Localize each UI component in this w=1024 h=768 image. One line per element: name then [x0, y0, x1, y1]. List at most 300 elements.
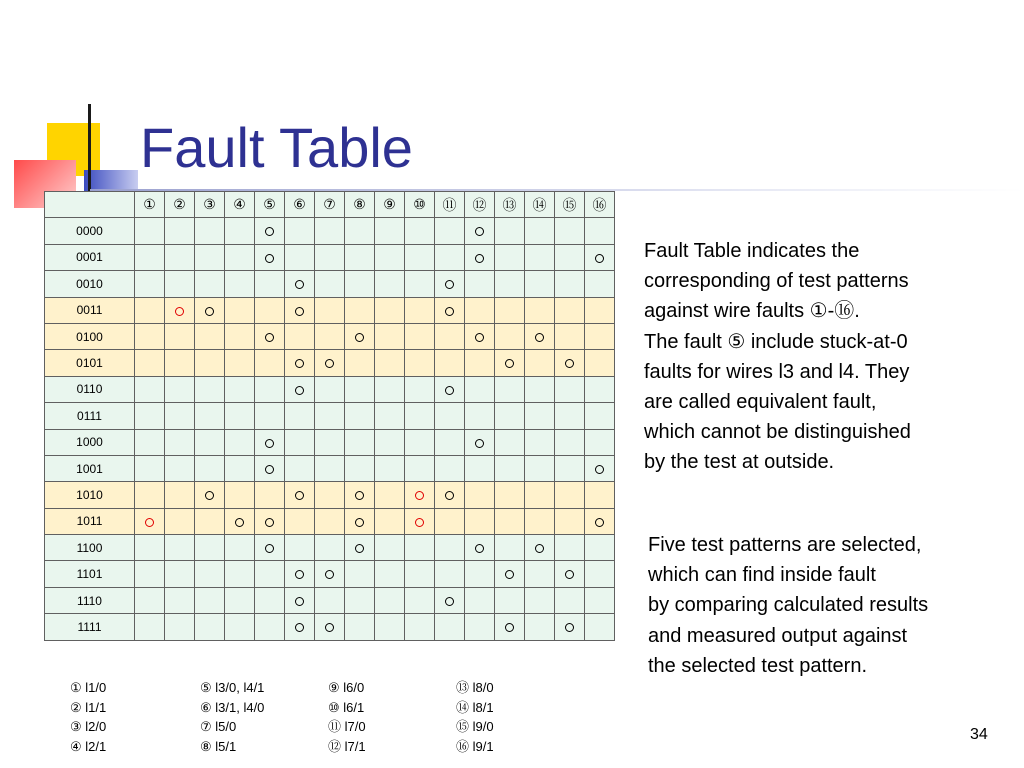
fault-cell — [405, 244, 435, 270]
legend-column-2 — [200, 678, 264, 756]
fault-cell — [585, 271, 615, 297]
detection-mark — [475, 544, 484, 553]
fault-cell — [135, 376, 165, 402]
fault-cell — [435, 350, 465, 376]
fault-cell — [345, 376, 375, 402]
fault-cell — [525, 455, 555, 481]
pattern-cell: 1110 — [45, 587, 135, 613]
fault-cell — [585, 297, 615, 323]
detection-mark — [355, 544, 364, 553]
fault-cell — [135, 482, 165, 508]
fault-cell — [285, 535, 315, 561]
fault-cell — [495, 323, 525, 349]
detection-mark — [205, 307, 214, 316]
fault-cell — [585, 535, 615, 561]
fault-cell — [195, 218, 225, 244]
fault-cell — [525, 429, 555, 455]
fault-cell — [585, 429, 615, 455]
fault-cell — [225, 482, 255, 508]
detection-mark — [205, 491, 214, 500]
fault-cell — [255, 587, 285, 613]
fault-cell — [135, 350, 165, 376]
fault-cell — [405, 508, 435, 534]
fault-header-cell: ④ — [225, 192, 255, 218]
fault-cell — [495, 455, 525, 481]
fault-cell — [435, 455, 465, 481]
detection-mark — [445, 597, 454, 606]
pattern-cell: 0110 — [45, 376, 135, 402]
fault-cell — [135, 271, 165, 297]
fault-cell — [555, 218, 585, 244]
fault-cell — [285, 508, 315, 534]
fault-header-cell: ⑪ — [435, 192, 465, 218]
fault-cell — [285, 561, 315, 587]
fault-cell — [405, 297, 435, 323]
detection-mark — [295, 280, 304, 289]
detection-mark — [295, 597, 304, 606]
fault-cell — [165, 508, 195, 534]
description-paragraph-2: Five test patterns are selected, which can find inside fault by comparing calculated results and measured output against the selected test pattern. — [648, 534, 929, 677]
fault-cell — [465, 350, 495, 376]
fault-cell — [225, 376, 255, 402]
fault-cell — [495, 403, 525, 429]
detection-mark — [595, 465, 604, 474]
legend-item: ⑮ l9/0 — [456, 719, 494, 734]
fault-cell — [555, 482, 585, 508]
table-row — [45, 508, 615, 534]
fault-cell — [435, 614, 465, 640]
fault-cell — [525, 350, 555, 376]
fault-cell — [195, 271, 225, 297]
pattern-cell: 1101 — [45, 561, 135, 587]
fault-cell — [345, 455, 375, 481]
fault-cell — [495, 508, 525, 534]
fault-cell — [135, 535, 165, 561]
fault-cell — [405, 323, 435, 349]
table-row — [45, 376, 615, 402]
fault-cell — [315, 297, 345, 323]
table-row — [45, 535, 615, 561]
fault-cell — [345, 323, 375, 349]
decor-vertical-line — [88, 104, 91, 196]
fault-cell — [495, 297, 525, 323]
legend-column-4 — [456, 678, 494, 756]
fault-cell — [345, 508, 375, 534]
fault-cell — [285, 297, 315, 323]
detection-mark — [475, 333, 484, 342]
description-paragraph-1: Fault Table indicates the corresponding of test patterns against wire faults ①-⑯. The fault ⑤ include stuck-at-0 faults for wires l3 and l4. They are called equivalent fault, which cannot be distinguished by the test at outside. — [644, 240, 911, 474]
fault-cell — [585, 244, 615, 270]
fault-header-cell: ⑤ — [255, 192, 285, 218]
detection-mark — [475, 254, 484, 263]
legend-item: ⑫ l7/1 — [328, 738, 366, 754]
fault-cell — [465, 271, 495, 297]
detection-mark — [235, 518, 244, 527]
fault-cell — [495, 587, 525, 613]
fault-cell — [405, 429, 435, 455]
fault-cell — [225, 244, 255, 270]
fault-cell — [195, 244, 225, 270]
fault-cell — [345, 535, 375, 561]
fault-header-cell: ⑦ — [315, 192, 345, 218]
detection-mark — [565, 359, 574, 368]
fault-cell — [405, 218, 435, 244]
detection-mark — [325, 623, 334, 632]
detection-mark — [535, 544, 544, 553]
table-row — [45, 561, 615, 587]
fault-cell — [495, 482, 525, 508]
fault-cell — [555, 535, 585, 561]
fault-cell — [375, 323, 405, 349]
fault-cell — [345, 403, 375, 429]
fault-cell — [135, 561, 165, 587]
fault-cell — [165, 482, 195, 508]
fault-cell — [345, 350, 375, 376]
fault-cell — [135, 455, 165, 481]
fault-cell — [165, 323, 195, 349]
fault-cell — [315, 244, 345, 270]
fault-cell — [375, 271, 405, 297]
fault-cell — [405, 482, 435, 508]
fault-cell — [495, 561, 525, 587]
table-row — [45, 271, 615, 297]
fault-cell — [135, 614, 165, 640]
fault-cell — [465, 587, 495, 613]
fault-cell — [345, 271, 375, 297]
fault-cell — [225, 429, 255, 455]
fault-cell — [285, 376, 315, 402]
fault-header-cell: ③ — [195, 192, 225, 218]
pattern-cell: 1001 — [45, 455, 135, 481]
detection-mark — [265, 518, 274, 527]
table-row — [45, 218, 615, 244]
legend-item: ③ l2/0 — [70, 719, 107, 734]
fault-cell — [225, 271, 255, 297]
fault-cell — [225, 297, 255, 323]
fault-cell — [345, 297, 375, 323]
fault-table — [44, 191, 615, 641]
fault-cell — [345, 244, 375, 270]
fault-cell — [255, 508, 285, 534]
fault-cell — [255, 218, 285, 244]
legend-column-1 — [70, 678, 106, 756]
fault-cell — [375, 429, 405, 455]
fault-cell — [585, 350, 615, 376]
fault-cell — [405, 455, 435, 481]
fault-cell — [495, 614, 525, 640]
detection-mark — [505, 623, 514, 632]
fault-cell — [285, 587, 315, 613]
fault-cell — [315, 429, 345, 455]
fault-cell — [495, 244, 525, 270]
fault-cell — [555, 429, 585, 455]
fault-cell — [195, 323, 225, 349]
fault-cell — [195, 482, 225, 508]
fault-cell — [465, 482, 495, 508]
detection-mark — [445, 386, 454, 395]
fault-cell — [165, 455, 195, 481]
fault-cell — [525, 376, 555, 402]
detection-mark — [295, 570, 304, 579]
fault-cell — [225, 323, 255, 349]
fault-cell — [165, 403, 195, 429]
fault-cell — [585, 376, 615, 402]
legend-item: ⑯ l9/1 — [456, 738, 494, 754]
detection-mark — [535, 333, 544, 342]
fault-cell — [165, 271, 195, 297]
fault-cell — [375, 482, 405, 508]
fault-cell — [585, 218, 615, 244]
fault-cell — [225, 218, 255, 244]
fault-header-cell: ⑨ — [375, 192, 405, 218]
table-row — [45, 323, 615, 349]
table-row — [45, 350, 615, 376]
fault-cell — [255, 429, 285, 455]
fault-cell — [375, 535, 405, 561]
detection-mark — [265, 439, 274, 448]
detection-mark — [475, 227, 484, 236]
fault-cell — [375, 561, 405, 587]
detection-mark — [295, 359, 304, 368]
legend-item: ⑩ l6/1 — [328, 699, 365, 715]
fault-cell — [255, 535, 285, 561]
fault-cell — [165, 350, 195, 376]
fault-cell — [585, 614, 615, 640]
detection-mark — [445, 491, 454, 500]
fault-cell — [585, 508, 615, 534]
fault-cell — [525, 271, 555, 297]
fault-cell — [585, 482, 615, 508]
fault-cell — [315, 508, 345, 534]
fault-cell — [435, 323, 465, 349]
legend-item: ⑭ l8/1 — [456, 699, 494, 715]
table-row — [45, 455, 615, 481]
fault-cell — [555, 271, 585, 297]
fault-cell — [255, 403, 285, 429]
fault-cell — [465, 323, 495, 349]
fault-cell — [135, 587, 165, 613]
detection-mark — [505, 570, 514, 579]
detection-mark — [295, 491, 304, 500]
fault-cell — [585, 455, 615, 481]
fault-cell — [135, 508, 165, 534]
fault-cell — [195, 376, 225, 402]
fault-cell — [525, 323, 555, 349]
fault-cell — [315, 350, 345, 376]
fault-cell — [135, 297, 165, 323]
detection-mark — [265, 333, 274, 342]
fault-cell — [195, 350, 225, 376]
fault-cell — [465, 508, 495, 534]
detection-mark — [355, 518, 364, 527]
table-row — [45, 244, 615, 270]
fault-cell — [555, 403, 585, 429]
fault-cell — [435, 482, 465, 508]
fault-header-cell: ⑬ — [495, 192, 525, 218]
fault-cell — [285, 482, 315, 508]
detection-mark-red — [415, 518, 424, 527]
fault-cell — [555, 323, 585, 349]
detection-mark — [595, 518, 604, 527]
fault-cell — [225, 350, 255, 376]
detection-mark — [325, 359, 334, 368]
fault-cell — [405, 376, 435, 402]
fault-cell — [405, 403, 435, 429]
fault-cell — [495, 376, 525, 402]
detection-mark — [445, 307, 454, 316]
detection-mark — [355, 491, 364, 500]
fault-cell — [465, 376, 495, 402]
fault-header-cell: ① — [135, 192, 165, 218]
fault-cell — [285, 455, 315, 481]
fault-cell — [255, 482, 285, 508]
fault-cell — [255, 244, 285, 270]
detection-mark — [565, 570, 574, 579]
fault-cell — [555, 376, 585, 402]
fault-cell — [375, 297, 405, 323]
fault-cell — [255, 376, 285, 402]
fault-cell — [525, 403, 555, 429]
fault-cell — [375, 350, 405, 376]
detection-mark — [265, 254, 274, 263]
fault-cell — [255, 271, 285, 297]
legend-item: ⑬ l8/0 — [456, 680, 494, 695]
detection-mark — [325, 570, 334, 579]
fault-cell — [225, 455, 255, 481]
fault-cell — [405, 614, 435, 640]
fault-cell — [315, 587, 345, 613]
fault-cell — [225, 508, 255, 534]
fault-cell — [165, 429, 195, 455]
slide-title: Fault Table — [140, 116, 413, 179]
fault-cell — [405, 350, 435, 376]
pattern-cell: 1011 — [45, 508, 135, 534]
fault-cell — [585, 561, 615, 587]
fault-cell — [195, 587, 225, 613]
fault-cell — [555, 587, 585, 613]
fault-cell — [435, 218, 465, 244]
fault-cell — [135, 218, 165, 244]
fault-cell — [465, 614, 495, 640]
fault-cell — [315, 535, 345, 561]
pattern-cell: 0100 — [45, 323, 135, 349]
fault-cell — [525, 297, 555, 323]
fault-cell — [195, 429, 225, 455]
page-number: 34 — [970, 726, 988, 743]
detection-mark — [595, 254, 604, 263]
fault-cell — [345, 614, 375, 640]
fault-cell — [285, 271, 315, 297]
fault-cell — [375, 614, 405, 640]
fault-cell — [555, 297, 585, 323]
detection-mark — [295, 386, 304, 395]
fault-cell — [525, 508, 555, 534]
fault-cell — [495, 535, 525, 561]
fault-cell — [435, 535, 465, 561]
fault-cell — [315, 218, 345, 244]
detection-mark — [265, 227, 274, 236]
fault-cell — [225, 561, 255, 587]
table-row — [45, 482, 615, 508]
fault-cell — [555, 508, 585, 534]
fault-cell — [435, 376, 465, 402]
pattern-cell: 1010 — [45, 482, 135, 508]
table-row — [45, 403, 615, 429]
fault-cell — [435, 587, 465, 613]
fault-header-cell: ⑫ — [465, 192, 495, 218]
fault-cell — [495, 350, 525, 376]
fault-cell — [465, 244, 495, 270]
fault-cell — [405, 561, 435, 587]
fault-cell — [285, 614, 315, 640]
fault-cell — [195, 297, 225, 323]
fault-cell — [465, 218, 495, 244]
fault-cell — [315, 482, 345, 508]
table-row — [45, 614, 615, 640]
detection-mark-red — [175, 307, 184, 316]
fault-cell — [465, 297, 495, 323]
fault-cell — [375, 455, 405, 481]
fault-cell — [435, 271, 465, 297]
pattern-cell: 0010 — [45, 271, 135, 297]
pattern-cell: 0011 — [45, 297, 135, 323]
table-row — [45, 297, 615, 323]
pattern-cell: 1111 — [45, 614, 135, 640]
legend-item: ④ l2/1 — [70, 738, 107, 754]
fault-cell — [555, 455, 585, 481]
fault-cell — [225, 535, 255, 561]
fault-cell — [435, 508, 465, 534]
fault-cell — [435, 429, 465, 455]
fault-cell — [285, 350, 315, 376]
legend-item: ② l1/1 — [70, 699, 107, 715]
fault-cell — [345, 482, 375, 508]
fault-cell — [255, 350, 285, 376]
fault-cell — [195, 455, 225, 481]
fault-header-cell: ⑥ — [285, 192, 315, 218]
fault-header-cell: ⑩ — [405, 192, 435, 218]
fault-cell — [225, 587, 255, 613]
fault-cell — [495, 429, 525, 455]
detection-mark — [475, 439, 484, 448]
fault-cell — [435, 561, 465, 587]
table-row — [45, 429, 615, 455]
fault-cell — [165, 218, 195, 244]
fault-cell — [465, 429, 495, 455]
fault-cell — [315, 403, 345, 429]
fault-cell — [225, 614, 255, 640]
detection-mark — [265, 465, 274, 474]
fault-cell — [495, 271, 525, 297]
legend-item: ⑪ l7/0 — [328, 719, 366, 734]
fault-cell — [195, 403, 225, 429]
fault-cell — [375, 508, 405, 534]
fault-cell — [345, 587, 375, 613]
detection-mark — [355, 333, 364, 342]
fault-cell — [585, 403, 615, 429]
detection-mark — [295, 307, 304, 316]
corner-cell — [45, 192, 135, 218]
fault-cell — [255, 455, 285, 481]
legend-item: ⑨ l6/0 — [328, 680, 365, 695]
fault-header-cell: ⑭ — [525, 192, 555, 218]
detection-mark — [445, 280, 454, 289]
pattern-cell: 0001 — [45, 244, 135, 270]
detection-mark — [265, 544, 274, 553]
fault-cell — [555, 561, 585, 587]
fault-cell — [525, 482, 555, 508]
header-row — [45, 192, 615, 218]
